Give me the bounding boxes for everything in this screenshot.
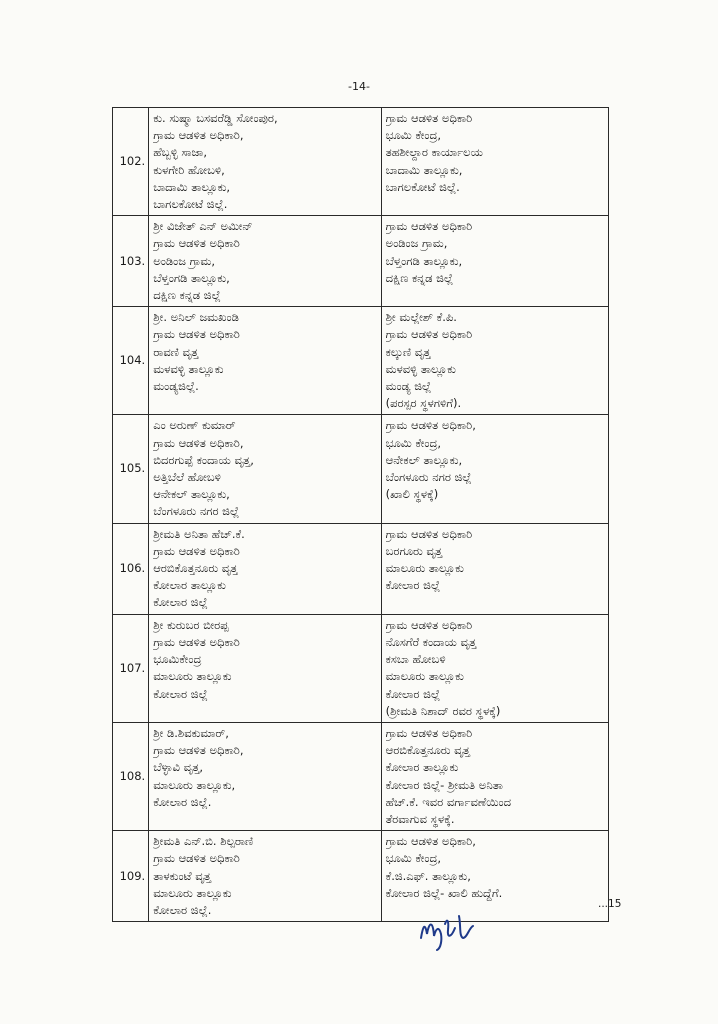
current-posting-line: ಕೋಲಾರ ತಾಲ್ಲೂಕು xyxy=(153,578,226,593)
current-posting-line: ಎಂ ಅರುಣ್ ಕುಮಾರ್ xyxy=(153,418,236,433)
new-posting-line: ಕೋಲಾರ ತಾಲ್ಲೂಕು xyxy=(385,760,459,775)
current-posting-line: ಗ್ರಾಮ ಆಡಳಿತ ಅಧಿಕಾರಿ xyxy=(153,634,240,649)
new-posting-line: (ಖಾಲಿ ಸ್ಥಳಕ್ಕೆ) xyxy=(385,487,439,502)
new-posting-line: ತಹಶೀಲ್ದಾರ ಕಾರ್ಯಾಲಯ xyxy=(385,145,483,160)
current-posting-line: ಭೂಮಿಕೇಂದ್ರ xyxy=(153,652,202,667)
current-posting-line: ಮಾಲೂರು ತಾಲ್ಲೂಕು xyxy=(153,669,232,684)
new-posting-line: (ಶ್ರೀಮತಿ ನಿಶಾದ್ ರವರ ಸ್ಥಳಕ್ಕೆ) xyxy=(385,703,501,718)
current-posting-line: ಮಾಲೂರು ತಾಲ್ಲೂಕು, xyxy=(153,777,236,792)
table-row xyxy=(113,307,609,415)
new-posting-line: ಬಾದಾಮಿ ತಾಲ್ಲೂಕು, xyxy=(385,162,463,177)
new-posting-line: ಬರಗೂರು ವೃತ್ತ xyxy=(385,543,443,558)
current-posting-line: ಅತ್ತಿಬೆಲೆ ಹೋಬಳಿ xyxy=(153,470,221,485)
signature xyxy=(415,908,495,952)
new-posting-line: ಭೂಮಿ ಕೇಂದ್ರ, xyxy=(385,435,442,450)
current-posting-cell xyxy=(149,523,381,614)
current-posting-line: ಶ್ರೀಮತಿ ಅನಿತಾ ಹೆಚ್.ಕೆ. xyxy=(153,526,245,541)
table-row xyxy=(113,415,609,523)
new-posting-line: ದಕ್ಷಿಣ ಕನ್ನಡ ಜಿಲ್ಲೆ xyxy=(385,270,454,285)
new-posting-line: ಕೋಲಾರ ಜಿಲ್ಲೆ xyxy=(385,686,441,701)
new-posting-line: ಗ್ರಾಮ ಆಡಳಿತ ಅಧಿಕಾರಿ xyxy=(385,111,473,125)
new-posting-cell xyxy=(381,523,608,614)
current-posting-line: ಶ್ರೀ ಡಿ.ಶಿವಕುಮಾರ್, xyxy=(153,725,229,740)
current-posting-line: ಗ್ರಾಮ ಆಡಳಿತ ಅಧಿಕಾರಿ xyxy=(153,236,240,251)
row-number: 102. xyxy=(113,108,149,216)
table-row xyxy=(113,722,609,830)
table-row xyxy=(113,831,609,922)
table-row xyxy=(113,216,609,307)
new-posting-line: (ಪರಸ್ಪರ ಸ್ಥಳಗಳಿಗೆ). xyxy=(385,396,462,411)
table-row xyxy=(113,108,609,216)
new-posting-line: ಮಳವಳ್ಳಿ ತಾಲ್ಲೂಕು xyxy=(385,361,456,376)
new-posting-line: ನೊಸಗೆರೆ ಕಂದಾಯ ವೃತ್ತ xyxy=(385,634,477,649)
current-posting-cell xyxy=(149,216,381,307)
current-posting-cell xyxy=(149,614,381,722)
current-posting-line: ಆರಬಿಕೊತ್ತನೂರು ವೃತ್ತ xyxy=(153,561,238,576)
current-posting-line: ಶ್ರೀ ವಿಜೇತ್ ಎನ್ ಅಮೀನ್ xyxy=(153,219,253,234)
current-posting-cell xyxy=(149,722,381,830)
table-row xyxy=(113,614,609,722)
row-number: 107. xyxy=(113,614,149,722)
current-posting-line: ಕೋಲಾರ ಜಿಲ್ಲೆ xyxy=(153,595,208,610)
new-posting-cell xyxy=(381,722,608,830)
new-posting-line: ಕೆ.ಜಿ.ಎಫ್. ತಾಲ್ಲೂಕು, xyxy=(385,868,471,883)
current-posting-line: ಶ್ರೀ. ಅನಿಲ್ ಜಮಖಂಡಿ xyxy=(153,310,239,325)
current-posting-cell xyxy=(149,108,381,216)
new-posting-line: ಗ್ರಾಮ ಆಡಳಿತ ಅಧಿಕಾರಿ xyxy=(385,327,473,342)
new-posting-line: ಕೋಲಾರ ಜಿಲ್ಲೆ- ಖಾಲಿ ಹುದ್ದೆಗೆ. xyxy=(385,885,503,900)
new-posting-line: ಆನೇಕಲ್ ತಾಲ್ಲೂಕು, xyxy=(385,452,463,467)
new-posting-line: ಬಾಗಲಕೋಟೆ ಜಿಲ್ಲೆ. xyxy=(385,179,460,194)
current-posting-line: ರಾವಣಿ ವೃತ್ತ xyxy=(153,344,199,359)
current-posting-line: ಶ್ರೀ ಕುರುಬರ ಬೀರಪ್ಪ xyxy=(153,617,229,632)
current-posting-line: ಬಿದರಗುಪ್ಪೆ ಕಂದಾಯ ವೃತ್ತ, xyxy=(153,452,254,467)
current-posting-line: ಕುಳಗೇರಿ ಹೋಬಳಿ, xyxy=(153,162,225,177)
current-posting-cell xyxy=(149,307,381,415)
current-posting-line: ಗ್ರಾಮ ಆಡಳಿತ ಅಧಿಕಾರಿ, xyxy=(153,743,244,758)
current-posting-line: ಬೆಂಗಳೂರು ನಗರ ಜಿಲ್ಲೆ xyxy=(153,504,240,519)
current-posting-line: ಹೆಬ್ಬಳ್ಳಿ ಸಾಜಾ, xyxy=(153,145,208,160)
current-posting-line: ಕೋಲಾರ ಜಿಲ್ಲೆ. xyxy=(153,902,212,917)
new-posting-line: ಹೆಚ್.ಕೆ. ಇವರ ವರ್ಗಾವಣೆಯಿಂದ xyxy=(385,794,512,809)
current-posting-line: ಗ್ರಾಮ ಆಡಳಿತ ಅಧಿಕಾರಿ xyxy=(153,327,240,342)
row-number: 105. xyxy=(113,415,149,523)
new-posting-cell xyxy=(381,415,608,523)
row-number: 108. xyxy=(113,722,149,830)
new-posting-cell xyxy=(381,108,608,216)
current-posting-line: ಗ್ರಾಮ ಆಡಳಿತ ಅಧಿಕಾರಿ xyxy=(153,543,240,558)
new-posting-line: ಕೋಲಾರ ಜಿಲ್ಲೆ- ಶ್ರೀಮತಿ ಅನಿತಾ xyxy=(385,777,503,792)
current-posting-line: ಗ್ರಾಮ ಆಡಳಿತ ಅಧಿಕಾರಿ, xyxy=(153,435,244,450)
new-posting-line: ಮಾಲೂರು ತಾಲ್ಲೂಕು xyxy=(385,561,464,576)
current-posting-line: ಬಾದಾಮಿ ತಾಲ್ಲೂಕು, xyxy=(153,179,231,194)
current-posting-line: ಗ್ರಾಮ ಆಡಳಿತ ಅಧಿಕಾರಿ xyxy=(153,851,240,866)
new-posting-line: ಭೂಮಿ ಕೇಂದ್ರ, xyxy=(385,128,442,143)
transfer-table xyxy=(112,107,609,922)
table-row xyxy=(113,523,609,614)
current-posting-line: ಆನೇಕಲ್ ತಾಲ್ಲೂಕು, xyxy=(153,487,230,502)
new-posting-cell xyxy=(381,216,608,307)
row-number: 109. xyxy=(113,831,149,922)
row-number: 103. xyxy=(113,216,149,307)
current-posting-line: ಕು. ಸುಷ್ಮಾ ಬಸವರೆಡ್ಡಿ ಸೋಂಪುರ, xyxy=(153,111,278,125)
current-posting-cell xyxy=(149,415,381,523)
new-posting-line: ಬೆಂಗಳೂರು ನಗರ ಜಿಲ್ಲೆ xyxy=(385,470,472,485)
new-posting-cell xyxy=(381,614,608,722)
new-posting-line: ಆರಬಿಕೊತ್ತನೂರು ವೃತ್ತ xyxy=(385,743,470,758)
current-posting-line: ಬೆಳ್ತಂಗಡಿ ತಾಲ್ಲೂಕು, xyxy=(153,270,230,285)
row-number: 106. xyxy=(113,523,149,614)
new-posting-line: ಶ್ರೀ ಮಲ್ಲೇಶ್ ಕೆ.ಪಿ. xyxy=(385,310,457,325)
new-posting-line: ಗ್ರಾಮ ಆಡಳಿತ ಅಧಿಕಾರಿ xyxy=(385,617,473,632)
current-posting-line: ತಾಳಕುಂಟೆ ವೃತ್ತ xyxy=(153,868,211,883)
current-posting-line: ಕೋಲಾರ ಜಿಲ್ಲೆ xyxy=(153,686,208,701)
current-posting-cell xyxy=(149,831,381,922)
new-posting-line: ಗ್ರಾಮ ಆಡಳಿತ ಅಧಿಕಾರಿ, xyxy=(385,834,476,849)
new-posting-line: ಮಾಲೂರು ತಾಲ್ಲೂಕು xyxy=(385,669,464,684)
current-posting-line: ಮಂಡ್ಯಜಿಲ್ಲೆ. xyxy=(153,379,199,394)
continued-page-ref: ...15 xyxy=(598,898,622,910)
current-posting-line: ಬೆಳ್ಳಾವಿ ವೃತ್ತ, xyxy=(153,760,204,775)
current-posting-line: ಮಳವಳ್ಳಿ ತಾಲ್ಲೂಕು xyxy=(153,361,224,376)
page-number: -14- xyxy=(348,80,370,93)
current-posting-line: ಮಾಲೂರು ತಾಲ್ಲೂಕು xyxy=(153,885,232,900)
new-posting-line: ಗ್ರಾಮ ಆಡಳಿತ ಅಧಿಕಾರಿ xyxy=(385,219,473,234)
new-posting-cell xyxy=(381,307,608,415)
new-posting-line: ಮಂಡ್ಯ ಜಿಲ್ಲೆ xyxy=(385,379,432,394)
new-posting-line: ಗ್ರಾಮ ಆಡಳಿತ ಅಧಿಕಾರಿ xyxy=(385,725,473,740)
current-posting-line: ಶ್ರೀಮತಿ ಎನ್.ಬಿ. ಶಿಲ್ಪರಾಣಿ xyxy=(153,834,254,849)
new-posting-line: ಭೂಮಿ ಕೇಂದ್ರ, xyxy=(385,851,442,866)
new-posting-line: ಕಸಬಾ ಹೋಬಳಿ xyxy=(385,652,446,667)
current-posting-line: ಅಂಡಿಂಜ ಗ್ರಾಮ, xyxy=(153,253,215,268)
new-posting-line: ಅಂಡಿಂಜ ಗ್ರಾಮ, xyxy=(385,236,448,251)
row-number: 104. xyxy=(113,307,149,415)
current-posting-line: ದಕ್ಷಿಣ ಕನ್ನಡ ಜಿಲ್ಲೆ xyxy=(153,288,221,303)
new-posting-line: ತೆರವಾಗುವ ಸ್ಥಳಕ್ಕೆ. xyxy=(385,811,455,826)
current-posting-line: ಕೋಲಾರ ಜಿಲ್ಲೆ. xyxy=(153,794,212,809)
new-posting-line: ಬೆಳ್ತಂಗಡಿ ತಾಲ್ಲೂಕು, xyxy=(385,253,463,268)
new-posting-line: ಕಲ್ಕುಣಿ ವೃತ್ತ xyxy=(385,344,431,359)
current-posting-line: ಬಾಗಲಕೋಟೆ ಜಿಲ್ಲೆ. xyxy=(153,197,228,212)
new-posting-line: ಕೋಲಾರ ಜಿಲ್ಲೆ xyxy=(385,578,441,593)
new-posting-line: ಗ್ರಾಮ ಆಡಳಿತ ಅಧಿಕಾರಿ xyxy=(385,526,473,541)
new-posting-line: ಗ್ರಾಮ ಆಡಳಿತ ಅಧಿಕಾರಿ, xyxy=(385,418,476,433)
current-posting-line: ಗ್ರಾಮ ಆಡಳಿತ ಅಧಿಕಾರಿ, xyxy=(153,128,244,143)
